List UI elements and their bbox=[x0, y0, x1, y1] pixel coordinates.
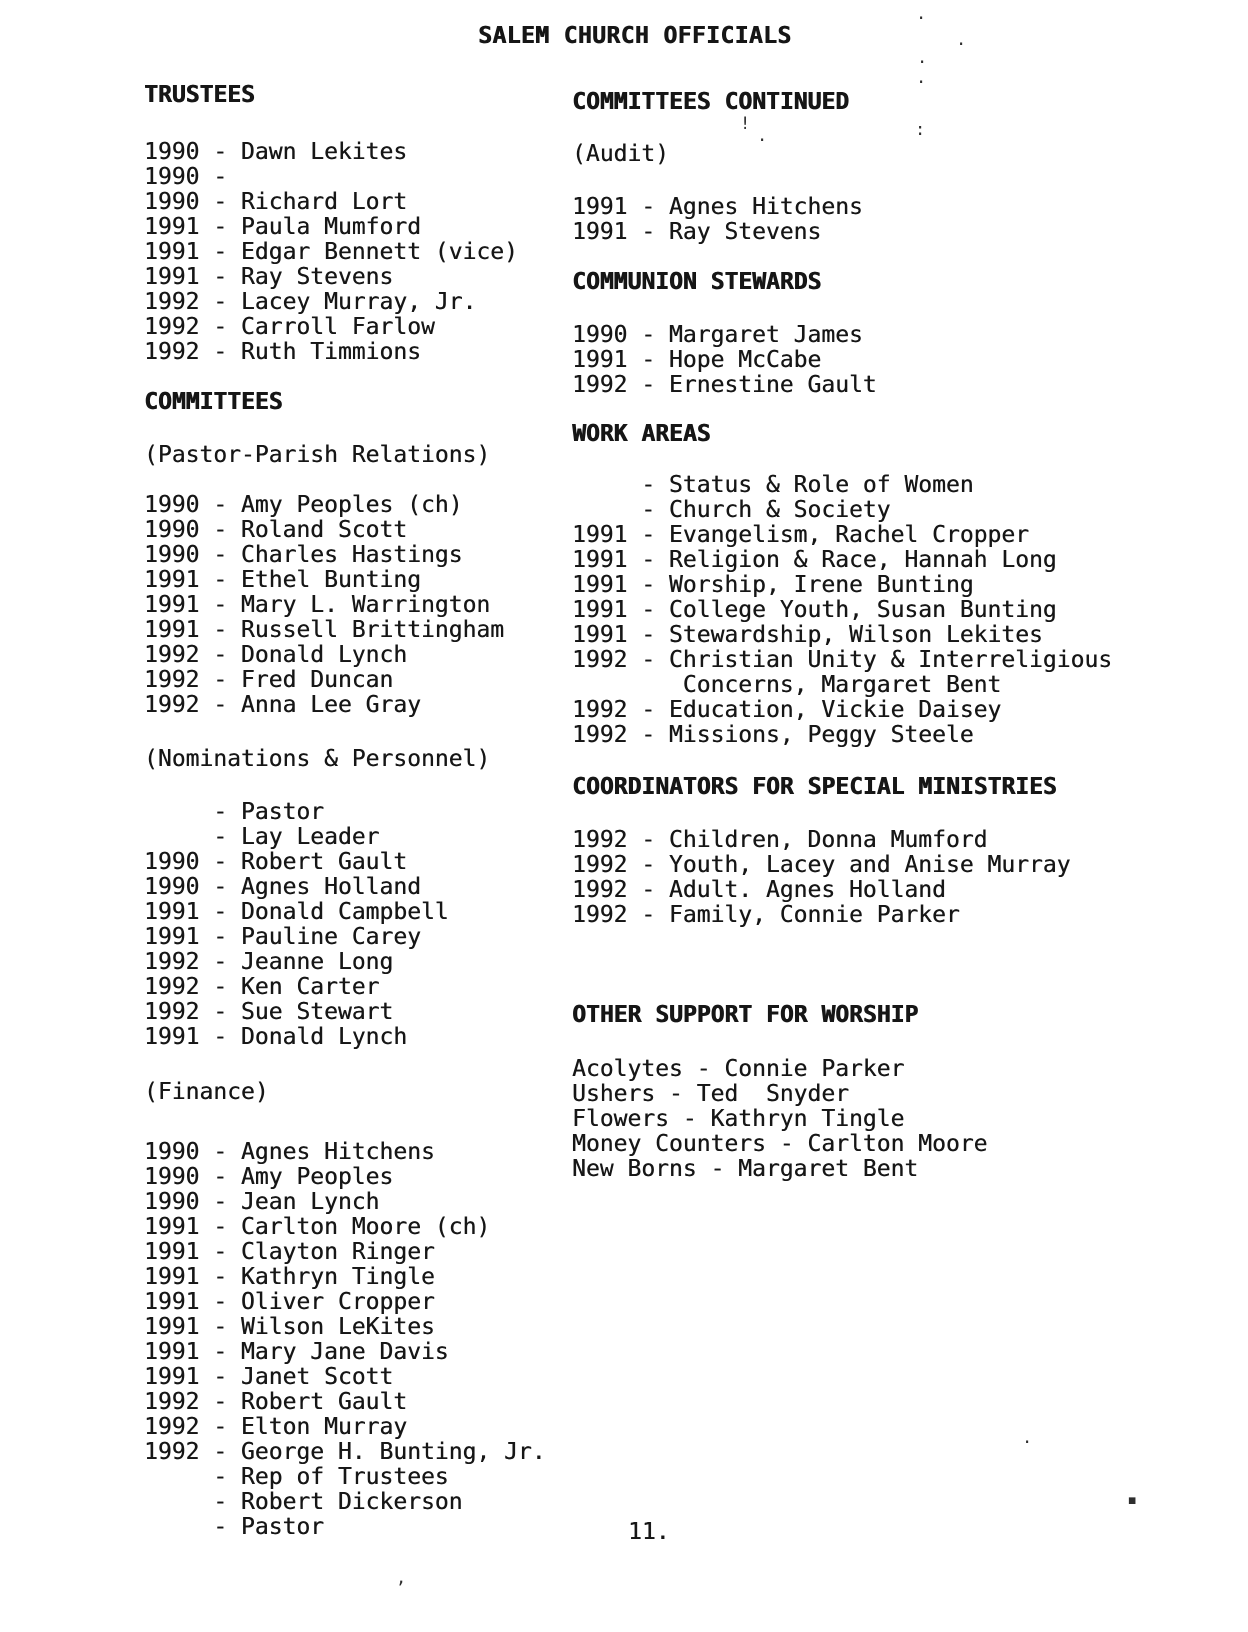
list-line: 1991 - Janet Scott bbox=[144, 1364, 394, 1390]
section-heading: COMMUNION STEWARDS bbox=[572, 269, 822, 295]
section-entries bbox=[572, 1057, 1212, 1182]
list-line: 1992 - Carroll Farlow bbox=[144, 314, 435, 340]
list-line: Money Counters - Carlton Moore bbox=[572, 1131, 988, 1157]
list-line: 1991 - Russell Brittingham bbox=[144, 617, 505, 643]
section-entries bbox=[572, 323, 1212, 398]
list-line: 1992 - Fred Duncan bbox=[144, 667, 394, 693]
list-line: - Lay Leader bbox=[144, 824, 380, 850]
list-line: 1992 - Ken Carter bbox=[144, 974, 380, 1000]
section-entries bbox=[572, 473, 1212, 748]
list-line: 1992 - Missions, Peggy Steele bbox=[572, 722, 974, 748]
section-audit bbox=[572, 142, 1212, 245]
list-line: 1992 - Elton Murray bbox=[144, 1414, 408, 1440]
list-line: 1991 - Oliver Cropper bbox=[144, 1289, 435, 1315]
list-line: - Status & Role of Women bbox=[572, 472, 974, 498]
list-line: 1991 - Carlton Moore (ch) bbox=[144, 1214, 491, 1240]
scan-speckle: . bbox=[1022, 1428, 1033, 1448]
list-line: 1992 - Ernestine Gault bbox=[572, 372, 877, 398]
section-committees-continued bbox=[572, 90, 1212, 115]
list-line: - Pastor bbox=[144, 799, 325, 825]
section-coordinators bbox=[572, 775, 1212, 928]
section-heading: OTHER SUPPORT FOR WORSHIP bbox=[572, 1002, 919, 1028]
section-heading: (Nominations & Personnel) bbox=[144, 746, 491, 772]
section-heading: TRUSTEES bbox=[144, 82, 255, 108]
list-line: 1991 - Kathryn Tingle bbox=[144, 1264, 435, 1290]
list-line: New Borns - Margaret Bent bbox=[572, 1156, 919, 1182]
list-line: 1991 - Ray Stevens bbox=[572, 219, 822, 245]
list-line: - Rep of Trustees bbox=[144, 1464, 449, 1490]
scan-speckle: ▪ bbox=[1127, 1490, 1138, 1510]
section-heading: COMMITTEES CONTINUED bbox=[572, 89, 849, 115]
list-line: 1991 - Clayton Ringer bbox=[144, 1239, 435, 1265]
scan-speckle: . bbox=[916, 68, 927, 88]
list-line: 1991 - Hope McCabe bbox=[572, 347, 822, 373]
right-column bbox=[572, 90, 1212, 1290]
scan-speckle: . bbox=[757, 126, 768, 146]
scan-speckle: . bbox=[956, 30, 967, 50]
section-other-support bbox=[572, 1003, 1212, 1182]
section-entries bbox=[572, 195, 1212, 245]
section-heading: WORK AREAS bbox=[572, 421, 711, 447]
list-line: 1991 - Evangelism, Rachel Cropper bbox=[572, 522, 1029, 548]
scan-speckle: . bbox=[917, 48, 928, 68]
list-line: 1990 - bbox=[144, 164, 228, 190]
list-line: - Church & Society bbox=[572, 497, 891, 523]
list-line: 1990 - Agnes Holland bbox=[144, 874, 421, 900]
list-line: Flowers - Kathryn Tingle bbox=[572, 1106, 905, 1132]
list-line: 1990 - Margaret James bbox=[572, 322, 863, 348]
list-line: 1991 - Worship, Irene Bunting bbox=[572, 572, 974, 598]
list-line: Concerns, Margaret Bent bbox=[572, 672, 1002, 698]
section-heading: (Finance) bbox=[144, 1079, 269, 1105]
scan-speckle: ! bbox=[740, 114, 751, 134]
list-line: 1990 - Jean Lynch bbox=[144, 1189, 380, 1215]
list-line: 1990 - Agnes Hitchens bbox=[144, 1139, 435, 1165]
section-heading: COMMITTEES bbox=[144, 389, 283, 415]
list-line: 1991 - Ray Stevens bbox=[144, 264, 394, 290]
list-line: 1992 - George H. Bunting, Jr. bbox=[144, 1439, 546, 1465]
list-line: 1992 - Family, Connie Parker bbox=[572, 902, 960, 928]
list-line: 1992 - Christian Unity & Interreligious bbox=[572, 647, 1113, 673]
list-line: 1990 - Amy Peoples bbox=[144, 1164, 394, 1190]
page-title: SALEM CHURCH OFFICIALS bbox=[478, 23, 792, 49]
list-line: 1992 - Children, Donna Mumford bbox=[572, 827, 988, 853]
list-line: 1992 - Robert Gault bbox=[144, 1389, 408, 1415]
list-line: 1991 - Wilson LeKites bbox=[144, 1314, 435, 1340]
list-line: 1991 - Paula Mumford bbox=[144, 214, 421, 240]
list-line: 1992 - Lacey Murray, Jr. bbox=[144, 289, 477, 315]
list-line: 1991 - Stewardship, Wilson Lekites bbox=[572, 622, 1043, 648]
scan-speckle: . bbox=[916, 4, 927, 24]
list-line: 1991 - Ethel Bunting bbox=[144, 567, 421, 593]
section-heading: COORDINATORS FOR SPECIAL MINISTRIES bbox=[572, 774, 1057, 800]
list-line: 1991 - College Youth, Susan Bunting bbox=[572, 597, 1057, 623]
list-line: 1991 - Edgar Bennett (vice) bbox=[144, 239, 518, 265]
list-line: 1991 - Mary Jane Davis bbox=[144, 1339, 449, 1365]
list-line: 1991 - Religion & Race, Hannah Long bbox=[572, 547, 1057, 573]
list-line: 1991 - Agnes Hitchens bbox=[572, 194, 863, 220]
section-communion-stewards bbox=[572, 270, 1212, 398]
scan-speckle: , bbox=[396, 1568, 407, 1588]
list-line: 1992 - Sue Stewart bbox=[144, 999, 394, 1025]
section-entries bbox=[572, 828, 1212, 928]
list-line: 1990 - Roland Scott bbox=[144, 517, 408, 543]
list-line: 1991 - Pauline Carey bbox=[144, 924, 421, 950]
list-line: - Pastor bbox=[144, 1514, 325, 1540]
list-line: 1992 - Anna Lee Gray bbox=[144, 692, 421, 718]
list-line: 1990 - Robert Gault bbox=[144, 849, 408, 875]
list-line: - Robert Dickerson bbox=[144, 1489, 463, 1515]
section-heading: (Audit) bbox=[572, 141, 669, 167]
list-line: Acolytes - Connie Parker bbox=[572, 1056, 905, 1082]
list-line: 1990 - Dawn Lekites bbox=[144, 139, 408, 165]
section-heading: (Pastor-Parish Relations) bbox=[144, 442, 491, 468]
page-number: 11. bbox=[628, 1519, 670, 1545]
list-line: 1992 - Youth, Lacey and Anise Murray bbox=[572, 852, 1071, 878]
list-line: 1991 - Donald Campbell bbox=[144, 899, 449, 925]
section-work-areas bbox=[572, 422, 1212, 748]
list-line: 1992 - Ruth Timmions bbox=[144, 339, 421, 365]
list-line: 1990 - Richard Lort bbox=[144, 189, 408, 215]
list-line: 1992 - Education, Vickie Daisey bbox=[572, 697, 1002, 723]
list-line: 1990 - Charles Hastings bbox=[144, 542, 463, 568]
list-line: 1990 - Amy Peoples (ch) bbox=[144, 492, 463, 518]
list-line: 1991 - Donald Lynch bbox=[144, 1024, 408, 1050]
list-line: Ushers - Ted Snyder bbox=[572, 1081, 849, 1107]
list-line: 1992 - Donald Lynch bbox=[144, 642, 408, 668]
list-line: 1992 - Jeanne Long bbox=[144, 949, 394, 975]
list-line: 1991 - Mary L. Warrington bbox=[144, 592, 491, 618]
list-line: 1992 - Adult. Agnes Holland bbox=[572, 877, 946, 903]
scan-speckle: : bbox=[915, 120, 926, 140]
